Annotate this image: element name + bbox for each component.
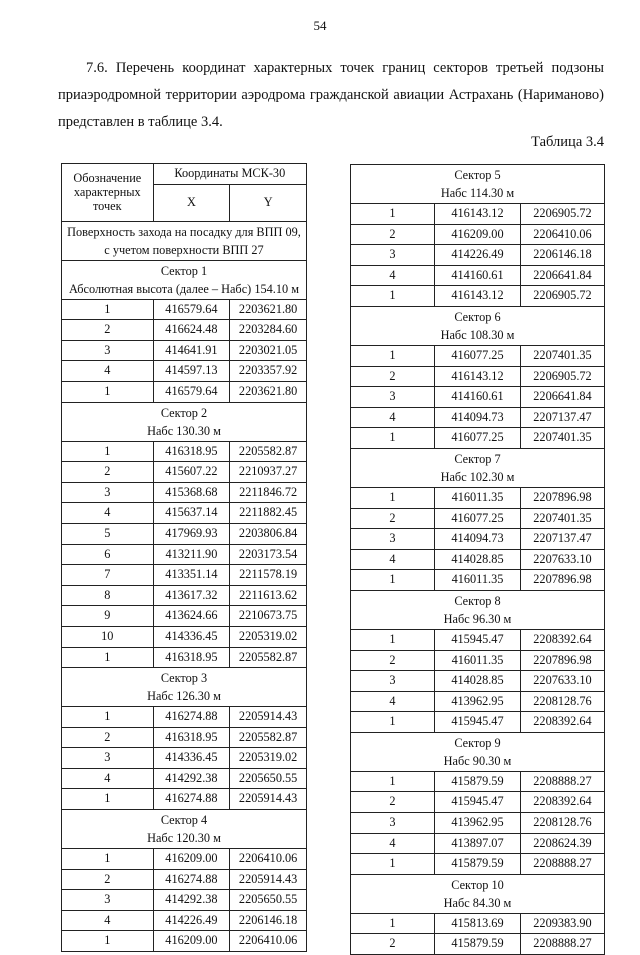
sector-name: Сектор 6 [454,309,501,324]
x-coordinate-cell: 416274.88 [153,789,230,810]
sector-title [62,260,307,299]
point-number-cell: 5 [62,523,154,544]
table-row [62,523,307,544]
table-row [62,707,307,728]
point-number-cell: 1 [62,647,154,668]
table-row [351,934,605,955]
table-row [62,544,307,565]
y-coordinate-cell: 2206641.84 [521,387,605,408]
sector-header-row [351,874,605,913]
sector-height: Абсолютная высота (далее – Набс) 154.10 м [69,281,299,296]
x-coordinate-cell: 416209.00 [153,931,230,952]
point-number-cell: 3 [351,529,435,550]
x-coordinate-cell: 415879.59 [434,854,520,875]
x-coordinate-cell: 413617.32 [153,585,230,606]
y-coordinate-cell: 2208128.76 [521,691,605,712]
sector-name: Сектор 7 [454,451,501,466]
table-row [62,299,307,320]
y-coordinate-cell: 2206905.72 [521,286,605,307]
table-row [62,869,307,890]
table-row [351,366,605,387]
sector-height: Набс 114.30 м [440,186,515,200]
point-number-cell: 1 [351,204,435,225]
table-row [351,428,605,449]
x-coordinate-cell: 414160.61 [434,387,520,408]
sector-title [351,448,605,487]
y-coordinate-cell: 2205914.43 [230,707,307,728]
x-coordinate-cell: 414028.85 [434,671,520,692]
x-coordinate-cell: 413351.14 [153,565,230,586]
intro-paragraph: 7.6. Перечень координат характерных точек границ секторов третьей подзоны приаэродромной территории аэродрома гражданской авиации Астрахань (Нариманово) представлен в таблице 3.4. [58,60,604,130]
sector-height: Набс 102.30 м [440,469,515,484]
point-number-cell: 3 [62,482,154,503]
point-number-cell: 2 [351,934,435,955]
point-number-cell: 1 [351,771,435,792]
x-column-header: X [153,184,230,221]
table-row [62,931,307,952]
table-row [351,813,605,834]
y-coordinate-cell: 2203021.05 [230,340,307,361]
point-number-cell: 1 [62,707,154,728]
table-row [62,361,307,382]
y-coordinate-cell: 2207633.10 [521,549,605,570]
point-number-cell: 2 [351,792,435,813]
y-coordinate-cell: 2211613.62 [230,585,307,606]
x-coordinate-cell: 415879.59 [434,771,520,792]
x-coordinate-cell: 415368.68 [153,482,230,503]
y-coordinate-cell: 2205582.87 [230,647,307,668]
table-row [351,286,605,307]
y-coordinate-cell: 2211882.45 [230,503,307,524]
x-coordinate-cell: 416318.95 [153,727,230,748]
x-coordinate-cell: 416143.12 [434,366,520,387]
point-number-cell: 3 [62,890,154,911]
table-row [351,508,605,529]
sector-name: Сектор 2 [160,405,208,420]
x-coordinate-cell: 416274.88 [153,707,230,728]
x-coordinate-cell: 416011.35 [434,487,520,508]
sector-title [351,732,605,771]
point-number-cell: 2 [62,727,154,748]
point-number-cell: 2 [62,869,154,890]
x-coordinate-cell: 416318.95 [153,441,230,462]
sector-title [62,668,307,707]
x-coordinate-cell: 414292.38 [153,890,230,911]
sector-header-row [351,165,605,204]
sector-title [62,810,307,849]
sector-title [351,306,605,345]
sector-header-row [351,590,605,629]
table-row [62,585,307,606]
sector-header-row [62,260,307,299]
table-row [62,647,307,668]
table-row [62,849,307,870]
x-coordinate-cell: 414226.49 [153,910,230,931]
table-row [351,529,605,550]
x-coordinate-cell: 417969.93 [153,523,230,544]
y-coordinate-cell: 2206905.72 [521,366,605,387]
point-number-cell: 1 [351,913,435,934]
sector-header-row [351,306,605,345]
table-row [351,487,605,508]
x-coordinate-cell: 414292.38 [153,768,230,789]
point-number-cell: 2 [62,462,154,483]
y-coordinate-cell: 2210673.75 [230,606,307,627]
point-number-cell: 4 [62,361,154,382]
y-coordinate-cell: 2203173.54 [230,544,307,565]
y-coordinate-cell: 2208888.27 [521,934,605,955]
y-coordinate-cell: 2206146.18 [230,910,307,931]
x-coordinate-cell: 414226.49 [434,245,520,266]
point-number-cell: 4 [62,503,154,524]
table-row [62,565,307,586]
x-coordinate-cell: 413624.66 [153,606,230,627]
point-number-cell: 4 [351,549,435,570]
x-coordinate-cell: 416143.12 [434,286,520,307]
sector-height: Набс 120.30 м [147,831,221,846]
sector-height: Набс 84.30 м [443,895,512,910]
y-coordinate-cell: 2203806.84 [230,523,307,544]
point-number-cell: 2 [351,224,435,245]
table-row [351,833,605,854]
point-number-cell: 3 [62,340,154,361]
x-coordinate-cell: 415945.47 [434,629,520,650]
table-row [351,792,605,813]
point-number-cell: 4 [62,910,154,931]
table-caption: Таблица 3.4 [531,134,604,150]
table-row [62,606,307,627]
x-coordinate-cell: 415879.59 [434,934,520,955]
sector-height: Набс 130.30 м [147,423,221,438]
table-row [351,245,605,266]
point-number-cell: 1 [351,570,435,591]
point-number-cell: 1 [62,789,154,810]
x-coordinate-cell: 414094.73 [434,407,520,428]
y-coordinate-cell: 2208392.64 [521,629,605,650]
y-coordinate-cell: 2205582.87 [230,727,307,748]
table-row [351,650,605,671]
table-row [62,320,307,341]
sector-height: Набс 126.30 м [147,689,221,704]
point-number-cell: 2 [62,320,154,341]
point-number-cell: 1 [62,381,154,402]
y-coordinate-cell: 2203621.80 [230,381,307,402]
table-row [62,381,307,402]
y-coordinate-cell: 2206641.84 [521,265,605,286]
point-number-cell: 4 [351,833,435,854]
point-number-cell: 2 [351,366,435,387]
table-row [351,204,605,225]
x-coordinate-cell: 416579.64 [153,381,230,402]
table-row [351,224,605,245]
sector-header-row [351,448,605,487]
table-row [351,629,605,650]
x-coordinate-cell: 414641.91 [153,340,230,361]
sector-name: Сектор 3 [160,671,208,686]
table-row [351,265,605,286]
y-coordinate-cell: 2209383.90 [521,913,605,934]
sector-name: Сектор 10 [451,877,504,892]
table-row [351,549,605,570]
x-coordinate-cell: 415945.47 [434,712,520,733]
y-coordinate-cell: 2208128.76 [521,813,605,834]
y-coordinate-cell: 2205319.02 [230,626,307,647]
sector-height: Набс 96.30 м [443,611,512,626]
point-number-cell: 8 [62,585,154,606]
y-coordinate-cell: 2207896.98 [521,650,605,671]
x-coordinate-cell: 414336.45 [153,748,230,769]
sector-header-row [62,668,307,707]
sector-name: Сектор 9 [454,735,501,750]
point-number-cell: 7 [62,565,154,586]
sector-header-row [351,732,605,771]
sector-height: Набс 108.30 м [440,327,515,342]
table-header-row [62,164,307,185]
x-coordinate-cell: 416077.25 [434,345,520,366]
y-coordinate-cell: 2208888.27 [521,854,605,875]
y-coordinate-cell: 2205650.55 [230,768,307,789]
point-number-cell: 10 [62,626,154,647]
y-coordinate-cell: 2207896.98 [521,487,605,508]
y-coordinate-cell: 2203621.80 [230,299,307,320]
table-row [351,407,605,428]
page-number: 54 [313,18,327,33]
table-row [351,671,605,692]
point-number-cell: 2 [351,650,435,671]
point-number-cell: 4 [351,265,435,286]
sector-name: Сектор 8 [454,593,501,608]
point-number-cell: 3 [351,245,435,266]
table-row [62,482,307,503]
x-coordinate-cell: 415945.47 [434,792,520,813]
table-row [62,748,307,769]
x-coordinate-cell: 413962.95 [434,691,520,712]
y-coordinate-cell: 2205914.43 [230,869,307,890]
point-number-cell: 3 [351,387,435,408]
table-row [62,910,307,931]
y-coordinate-cell: 2203357.92 [230,361,307,382]
x-coordinate-cell: 413962.95 [434,813,520,834]
x-coordinate-cell: 415607.22 [153,462,230,483]
point-number-cell: 3 [351,813,435,834]
x-coordinate-cell: 415637.14 [153,503,230,524]
y-coordinate-cell: 2206905.72 [521,204,605,225]
y-coordinate-cell: 2206410.06 [230,849,307,870]
sector-name: Сектор 5 [454,168,501,182]
point-number-cell: 3 [62,748,154,769]
point-number-cell: 1 [62,849,154,870]
x-coordinate-cell: 414336.45 [153,626,230,647]
point-designation-header: Обозначение характерных точек [62,164,154,222]
y-coordinate-cell: 2208624.39 [521,833,605,854]
approach-surface-title: Поверхность захода на посадку для ВПП 09, с учетом поверхности ВПП 27 [62,221,307,260]
point-number-cell: 3 [351,671,435,692]
sector-name: Сектор 1 [160,263,208,278]
y-coordinate-cell: 2206410.06 [521,224,605,245]
point-number-cell: 1 [62,299,154,320]
point-number-cell: 4 [351,691,435,712]
point-number-cell: 1 [351,854,435,875]
table-row [62,789,307,810]
point-number-cell: 9 [62,606,154,627]
point-number-cell: 1 [351,712,435,733]
point-number-cell: 4 [351,407,435,428]
x-coordinate-cell: 416077.25 [434,508,520,529]
x-coordinate-cell: 416318.95 [153,647,230,668]
y-coordinate-cell: 2207401.35 [521,508,605,529]
y-coordinate-cell: 2207896.98 [521,570,605,591]
x-coordinate-cell: 416624.48 [153,320,230,341]
x-coordinate-cell: 414094.73 [434,529,520,550]
table-row [62,727,307,748]
approach-surface-row [62,221,307,260]
y-coordinate-cell: 2208392.64 [521,712,605,733]
x-coordinate-cell: 416209.00 [434,224,520,245]
coordinates-table-right [350,164,605,955]
table-row [62,340,307,361]
y-coordinate-cell: 2207137.47 [521,529,605,550]
table-row [351,345,605,366]
sector-name: Сектор 4 [160,813,208,828]
y-column-header: Y [230,184,307,221]
x-coordinate-cell: 416077.25 [434,428,520,449]
x-coordinate-cell: 416143.12 [434,204,520,225]
table-row [62,768,307,789]
coordinates-table-left [61,163,307,952]
x-coordinate-cell: 416209.00 [153,849,230,870]
x-coordinate-cell: 414028.85 [434,549,520,570]
point-number-cell: 6 [62,544,154,565]
sector-height: Набс 90.30 м [443,753,512,768]
sector-title [351,874,605,913]
table-row [62,441,307,462]
table-row [351,771,605,792]
x-coordinate-cell: 414597.13 [153,361,230,382]
point-number-cell: 1 [351,345,435,366]
x-coordinate-cell: 413897.07 [434,833,520,854]
y-coordinate-cell: 2205582.87 [230,441,307,462]
point-number-cell: 1 [351,428,435,449]
sector-header-row [62,402,307,441]
table-row [351,913,605,934]
y-coordinate-cell: 2205914.43 [230,789,307,810]
point-number-cell: 1 [62,441,154,462]
y-coordinate-cell: 2207401.35 [521,428,605,449]
sector-title [351,590,605,629]
point-number-cell: 1 [351,286,435,307]
table-row [351,570,605,591]
y-coordinate-cell: 2210937.27 [230,462,307,483]
x-coordinate-cell: 416011.35 [434,570,520,591]
sector-title [351,165,605,204]
x-coordinate-cell: 414160.61 [434,265,520,286]
table-row [62,503,307,524]
y-coordinate-cell: 2206146.18 [521,245,605,266]
sector-title [62,402,307,441]
point-number-cell: 2 [351,508,435,529]
x-coordinate-cell: 415813.69 [434,913,520,934]
point-number-cell: 1 [351,487,435,508]
x-coordinate-cell: 416274.88 [153,869,230,890]
table-row [62,626,307,647]
table-row [62,890,307,911]
table-row [351,387,605,408]
y-coordinate-cell: 2205650.55 [230,890,307,911]
y-coordinate-cell: 2211846.72 [230,482,307,503]
y-coordinate-cell: 2207137.47 [521,407,605,428]
y-coordinate-cell: 2208888.27 [521,771,605,792]
table-row [351,712,605,733]
x-coordinate-cell: 416579.64 [153,299,230,320]
sector-header-row [62,810,307,849]
y-coordinate-cell: 2203284.60 [230,320,307,341]
point-number-cell: 1 [62,931,154,952]
y-coordinate-cell: 2206410.06 [230,931,307,952]
table-row [351,854,605,875]
x-coordinate-cell: 413211.90 [153,544,230,565]
y-coordinate-cell: 2211578.19 [230,565,307,586]
table-row [62,462,307,483]
y-coordinate-cell: 2207401.35 [521,345,605,366]
point-number-cell: 1 [351,629,435,650]
y-coordinate-cell: 2205319.02 [230,748,307,769]
table-row [351,691,605,712]
point-number-cell: 4 [62,768,154,789]
y-coordinate-cell: 2207633.10 [521,671,605,692]
y-coordinate-cell: 2208392.64 [521,792,605,813]
x-coordinate-cell: 416011.35 [434,650,520,671]
coordinates-header: Координаты МСК-30 [153,164,306,185]
